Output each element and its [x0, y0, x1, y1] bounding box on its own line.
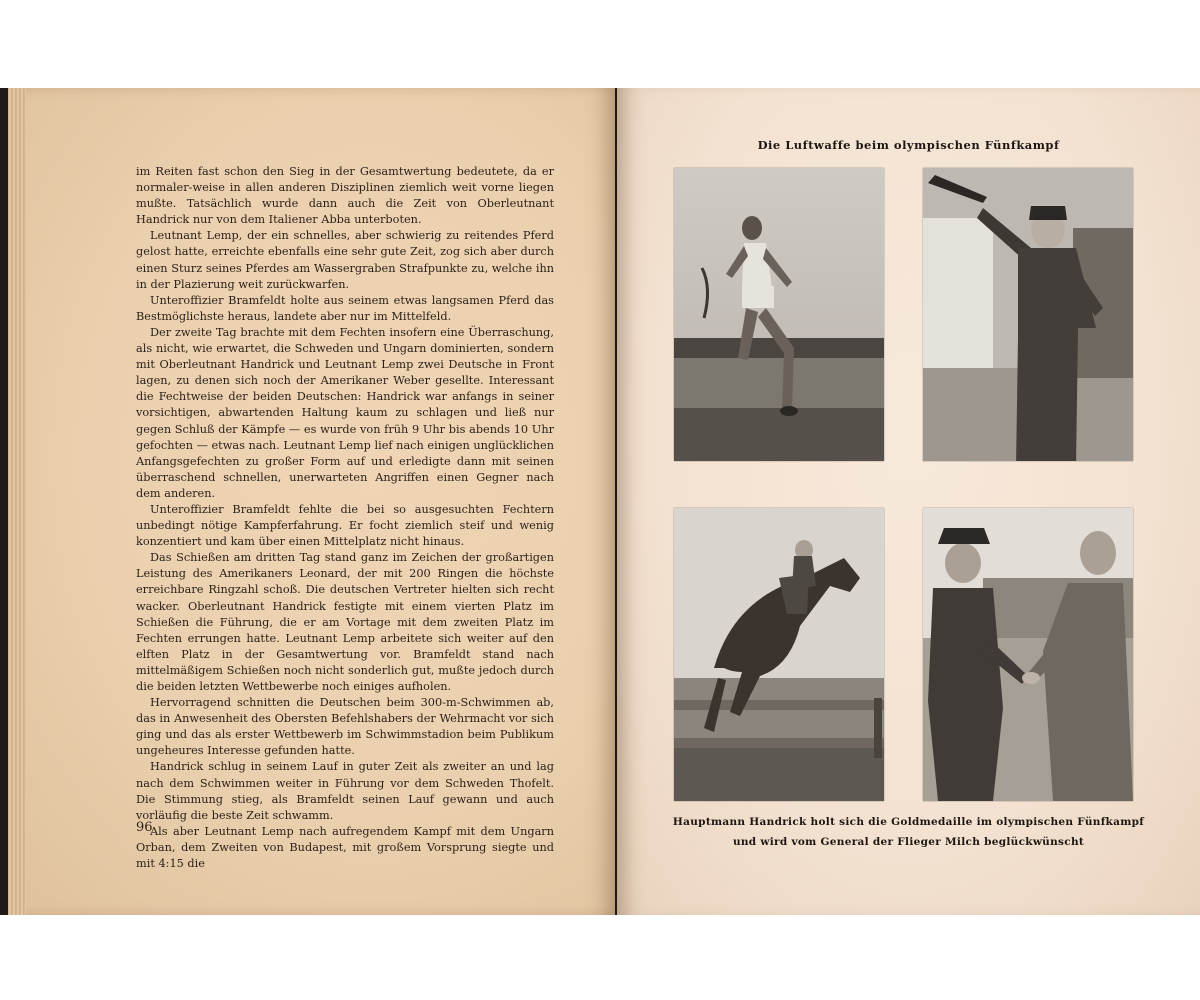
left-page — [8, 88, 615, 915]
paragraph: Der zweite Tag brachte mit dem Fechten insofern eine Überraschung, als nicht, wie erwartet, die Schweden und Ungarn dominierten, sondern mit Oberleutnant Handrick und Leutnant Lemp zwei Deutsche in Front lagen, zu denen sich noch der Amerikaner Weber gesellte. Interessant die Fechtweise der beiden Deutschen: Handrick war anfangs in seiner vorsichtigen, abwartenden Haltung kaum zu schlagen und ließ nur gegen Schluß der Kämpfe — es wurde von früh 9 Uhr bis abends 10 Uhr gefochten — etwas nach. Leutnant Lemp lief nach einigen unglücklichen Anfangsgefechten zu großer Form auf und erledigte dann mit seinen überraschend schnellen, unerwarteten Angriffen einen Gegner nach dem anderen. — [136, 325, 554, 500]
paragraph: Handrick schlug in seinem Lauf in guter Zeit als zweiter an und lag nach dem Schwimmen weiter in Führung vor dem Schweden Thofelt. Die Stimmung stieg, als Bramfeldt seinen Lauf gewann und auch vorläufig die beste Zeit schwamm. — [136, 760, 554, 822]
right-page — [617, 88, 1200, 915]
paragraph: Unteroffizier Bramfeldt holte aus seinem etwas langsamen Pferd das Bestmöglichste heraus, landete aber nur im Mittelfeld. — [136, 293, 554, 323]
photo-caption-line2: und wird vom General der Flieger Milch beglückwünscht — [732, 836, 1085, 848]
open-book — [0, 88, 1200, 915]
paragraph: im Reiten fast schon den Sieg in der Gesamtwertung bedeutete, da er normaler-weise in allen anderen Disziplinen ziemlich weit vorne liegen mußte. Tatsächlich wurde dann auch die Zeit von Oberleutnant Handrick nur von dem Italiener Abba unterboten. — [136, 165, 554, 227]
paragraph: Hervorragend schnitten die Deutschen beim 300-m-Schwimmen ab, das in Anwesenheit des Obersten Befehlshabers der Wehrmacht vor sich ging und das als erster Wettbewerb im Schwimmstadion beim Publikum ungeheures Interesse gefunden hatte. — [136, 696, 554, 758]
photo-caption-line1: Hauptmann Handrick holt sich die Goldmedaille im olympischen Fünfkampf — [672, 816, 1145, 828]
handshake-photo — [923, 508, 1133, 801]
horse-jump-photo — [674, 508, 884, 801]
paragraph: Das Schießen am dritten Tag stand ganz im Zeichen der großartigen Leistung des Amerikaners Leonard, der mit 200 Ringen die höchste erreichbare Ringzahl schoß. Die deutschen Vertreter hielten sich recht wacker. Oberleutnant Handrick festigte mit einem vierten Platz im Schießen die Führung, die er am Vortage mit dem zweiten Platz im Fechten errungen hatte. Leutnant Lemp arbeitete sich weiter auf den elften Platz in der Gesamtwertung vor. Bramfeldt stand nach mittelmäßigem Schießen noch nicht sonderlich gut, mußte jedoch durch die beiden letzten Wettbewerbe noch einiges aufholen. — [136, 551, 554, 693]
left-page-text — [136, 164, 554, 872]
paragraph: Als aber Leutnant Lemp nach aufregendem Kampf mit dem Ungarn Orban, dem Zweiten von Budapest, mit großem Vorsprung siegte und mit 4:15 die — [136, 824, 554, 871]
paragraph: Unteroffizier Bramfeldt fehlte die bei so ausgesuchten Fechtern unbedingt nötige Kampferfahrung. Er focht ziemlich steif und wenig konzentiert und kam über einen Mittelplatz nicht hinaus. — [136, 502, 554, 549]
pistol-shooter-photo — [923, 168, 1133, 461]
runner-photo — [674, 168, 884, 461]
page-number: 96 — [136, 820, 153, 835]
page-title: Die Luftwaffe beim olympischen Fünfkampf — [757, 138, 1060, 152]
paragraph: Leutnant Lemp, der ein schnelles, aber schwierig zu reitendes Pferd gelost hatte, erreichte ebenfalls eine sehr gute Zeit, zog sich aber durch einen Sturz seines Pferdes am Wassergraben Strafpunkte zu, welche ihn in der Plazierung weit zurückwarfen. — [136, 229, 554, 291]
